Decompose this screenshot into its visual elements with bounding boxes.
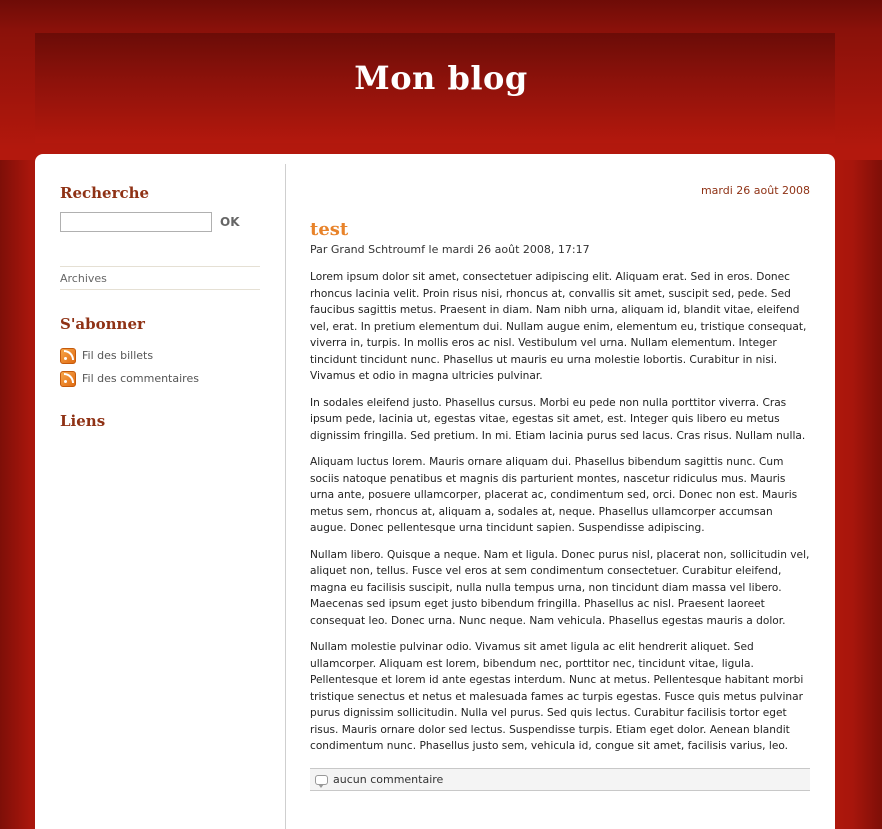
search-input[interactable] — [60, 212, 212, 232]
feed-label[interactable]: Fil des billets — [82, 349, 154, 362]
rss-icon — [60, 348, 76, 364]
column-divider — [285, 164, 286, 829]
post-meta: Par Grand Schtroumf le mardi 26 août 2008, 17:17 — [310, 243, 590, 256]
feed-label[interactable]: Fil des commentaires — [82, 372, 199, 385]
search-ok-button[interactable]: OK — [220, 215, 240, 229]
feed-item-comments[interactable] — [60, 367, 199, 390]
post-paragraph: Lorem ipsum dolor sit amet, consectetuer adipiscing elit. Aliquam erat. Sed in eros. Donec rhoncus lacinia velit. Proin risus nisi, rhoncus at, convallis sit amet, suscipit sed, pede. Sed faucibus sagittis metus. Praesent in diam. Nam nibh urna, aliquam id, blandit vitae, eleifend vel, erat. In pretium elementum dui. Nullam augue enim, elementum eu, tristique consequat, viverra in, turpis. In mollis eros ac nisl. Vestibulum vel urna. Nullam elementum. Integer tincidunt tincidunt nunc. Phasellus ut mauris eu urna molestie lobortis. Curabitur in nisi. Vivamus et odio in magna ultricies pulvinar. — [310, 271, 807, 382]
post-body — [310, 269, 810, 765]
search-form — [60, 212, 240, 232]
comments-link[interactable] — [310, 768, 810, 791]
post-paragraph: Nullam libero. Quisque a neque. Nam et ligula. Donec purus nisl, placerat non, sollicitudin vel, aliquet non, tellus. Fusce vel eros at sem condimentum consectetuer. Curabitur eleifend, magna eu facilisis suscipit, nulla nulla tempus urna, non tincidunt diam massa vel libero. Maecenas sed ipsum eget justo bibendum fringilla. Phasellus ac nisl. Praesent laoreet consequat leo. Donec urna. Nunc neque. Nam vehicula. Phasellus egestas mauris a dolor. — [310, 548, 810, 627]
comment-icon — [315, 775, 328, 785]
post-title[interactable]: test — [310, 219, 349, 240]
search-heading: Recherche — [60, 184, 150, 202]
post-paragraph: In sodales eleifend justo. Phasellus cursus. Morbi eu pede non nulla porttitor viverra. Cras ipsum pede, lacinia ut, egestas vitae, egestas sit amet, est. Integer quis libero eu metus dignissim fringilla. Sed pretium. In mi. Etiam lacinia purus sed lacus. Cras risus. Nullam nulla. — [310, 396, 806, 442]
content-area — [35, 154, 835, 829]
post-paragraph: Aliquam luctus lorem. Mauris ornare aliquam dui. Phasellus bibendum sagittis nunc. Cum sociis natoque penatibus et magnis dis parturient montes, nascetur ridiculus mus. Mauris urna ante, posuere ullamcorper, placerat ac, condimentum sed, orci. Donec non est. Mauris metus sem, rhoncus at, aliquam a, sodales at, neque. Phasellus ullamcorper accumsan augue. Donec pellentesque urna tincidunt sapien. Suspendisse adipiscing. — [310, 456, 798, 534]
post-date: mardi 26 août 2008 — [700, 184, 810, 197]
archives-link[interactable]: Archives — [60, 266, 260, 290]
rss-icon — [60, 371, 76, 387]
links-heading: Liens — [60, 412, 106, 430]
feed-item-posts[interactable] — [60, 344, 199, 367]
subscribe-heading: S'abonner — [60, 315, 145, 333]
comments-label[interactable]: aucun commentaire — [333, 773, 444, 786]
blog-title[interactable]: Mon blog — [354, 59, 528, 97]
post-paragraph: Nullam molestie pulvinar odio. Vivamus sit amet ligula ac elit hendrerit aliquet. Sed ullamcorper. Aliquam est lorem, bibendum nec, porttitor nec, tincidunt vitae, ligula. Pellentesque et lorem id ante egestas interdum. Nunc at metus. Pellentesque habitant morbi tristique senectus et netus et malesuada fames ac turpis egestas. Fusce quis metus pulvinar purus dignissim sollicitudin. Nulla vel purus. Sed quis lectus. Curabitur facilisis tortor eget risus. Mauris ornare dolor sed lectus. Suspendisse turpis. Etiam eget dolor. Aenean blandit condimentum nunc. Phasellus justo sem, vehicula id, congue sit amet, facilisis varius, leo. — [310, 641, 804, 752]
feed-list — [60, 344, 199, 390]
